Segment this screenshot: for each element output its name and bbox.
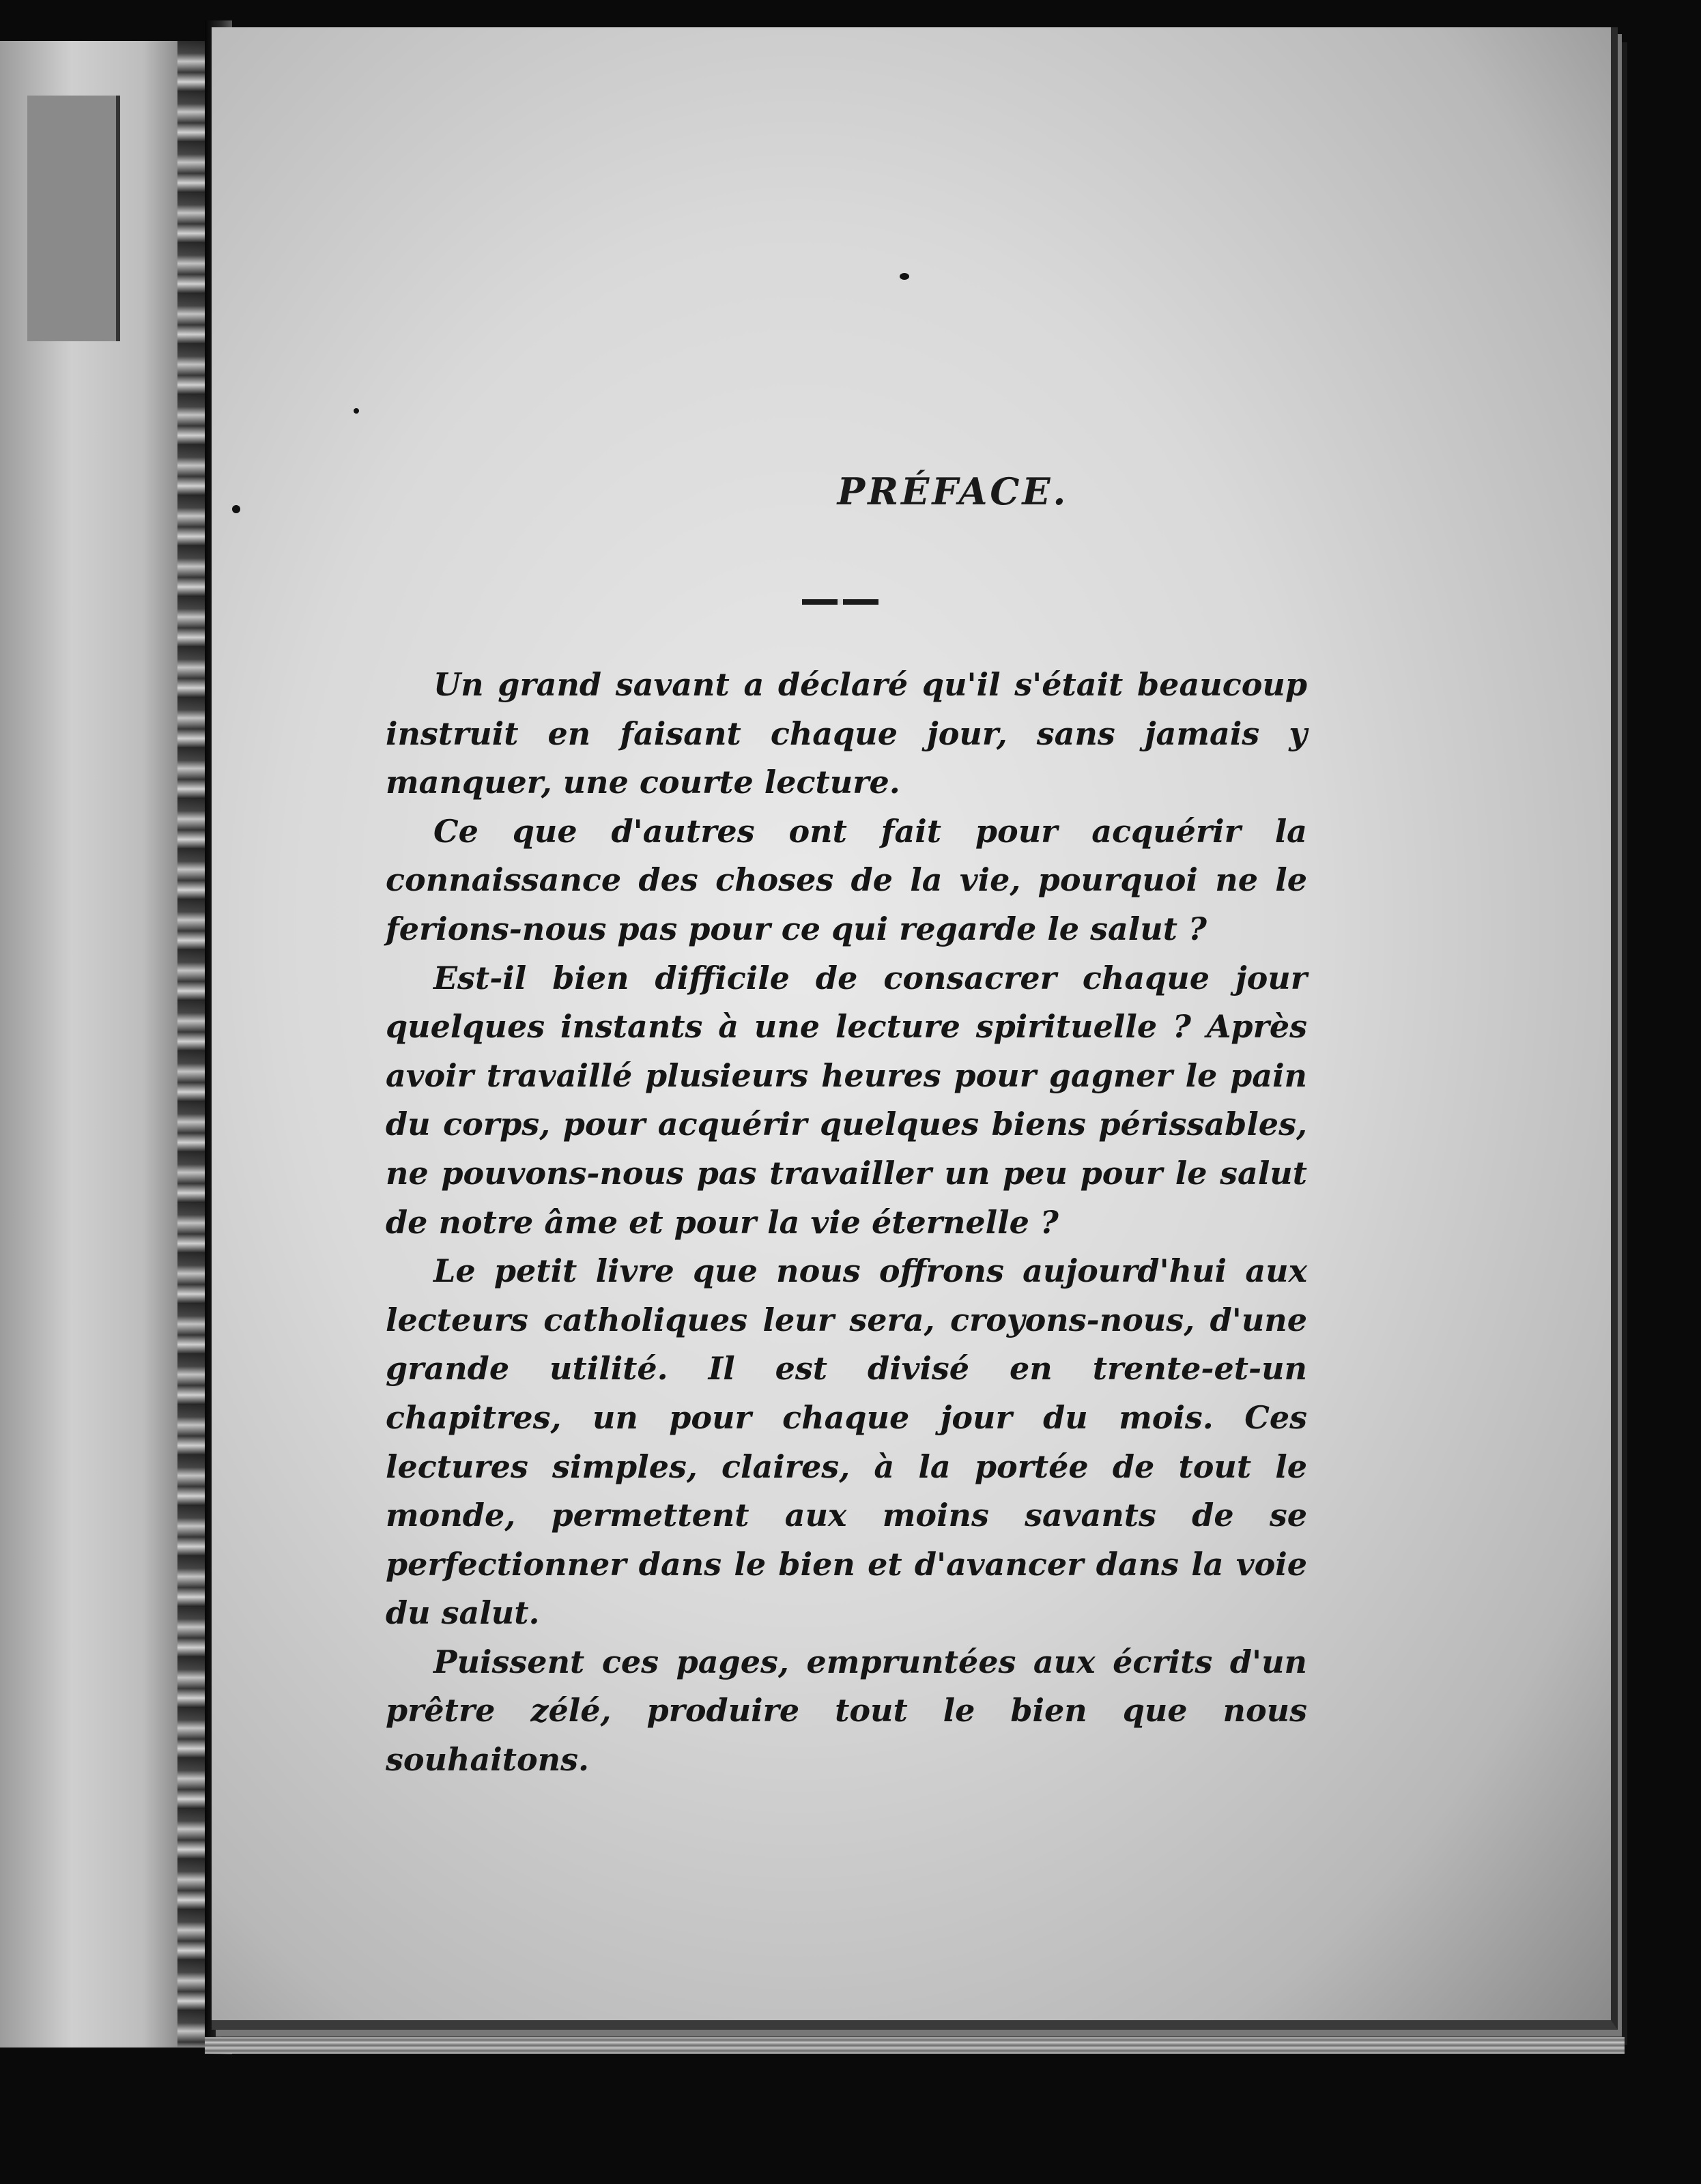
page-bottom-edge [205, 2037, 1625, 2054]
paragraph: Puissent ces pages, empruntées aux écrits d'un prêtre zélé, produire tout le bien que nous souhaitons. [386, 1643, 1307, 1779]
ink-spot [354, 408, 359, 414]
left-page-torn-tab [27, 96, 120, 341]
paragraph: Un grand savant a déclaré qu'il s'était beaucoup instruit en faisant chaque jour, sans jamais y manquer, une courte lecture. [386, 666, 1307, 801]
left-facing-page [0, 41, 205, 2048]
paragraph: Est-il bien difficile de consacrer chaque jour quelques instants à une lecture spirituelle ? Après avoir travaillé plusieurs heures pour gagner le pain du corps, pour acquérir quelques biens périssables, ne pouvons-nous pas travailler un peu pour le salut de notre âme et pour la vie éternelle ? [386, 959, 1307, 1241]
ink-spot [900, 273, 909, 280]
paragraph: Ce que d'autres ont fait pour acquérir la connaissance des choses de la vie, pourquoi ne le ferions-nous pas pour ce qui regarde le salut ? [386, 812, 1307, 947]
preface-body [386, 661, 1307, 1785]
page-title: PRÉFACE. [837, 470, 1069, 513]
title-divider [802, 599, 878, 605]
paragraph: Le petit livre que nous offrons aujourd'hui aux lecteurs catholiques leur sera, croyons-nous, d'une grande utilité. Il est divisé en trente-et-un chapitres, un pour chaque jour du mois. Ces lectures simples, claires, à la portée de tout le monde, permettent aux moins savants de se perfectionner dans le bien et d'avancer dans la voie du salut. [386, 1252, 1307, 1632]
